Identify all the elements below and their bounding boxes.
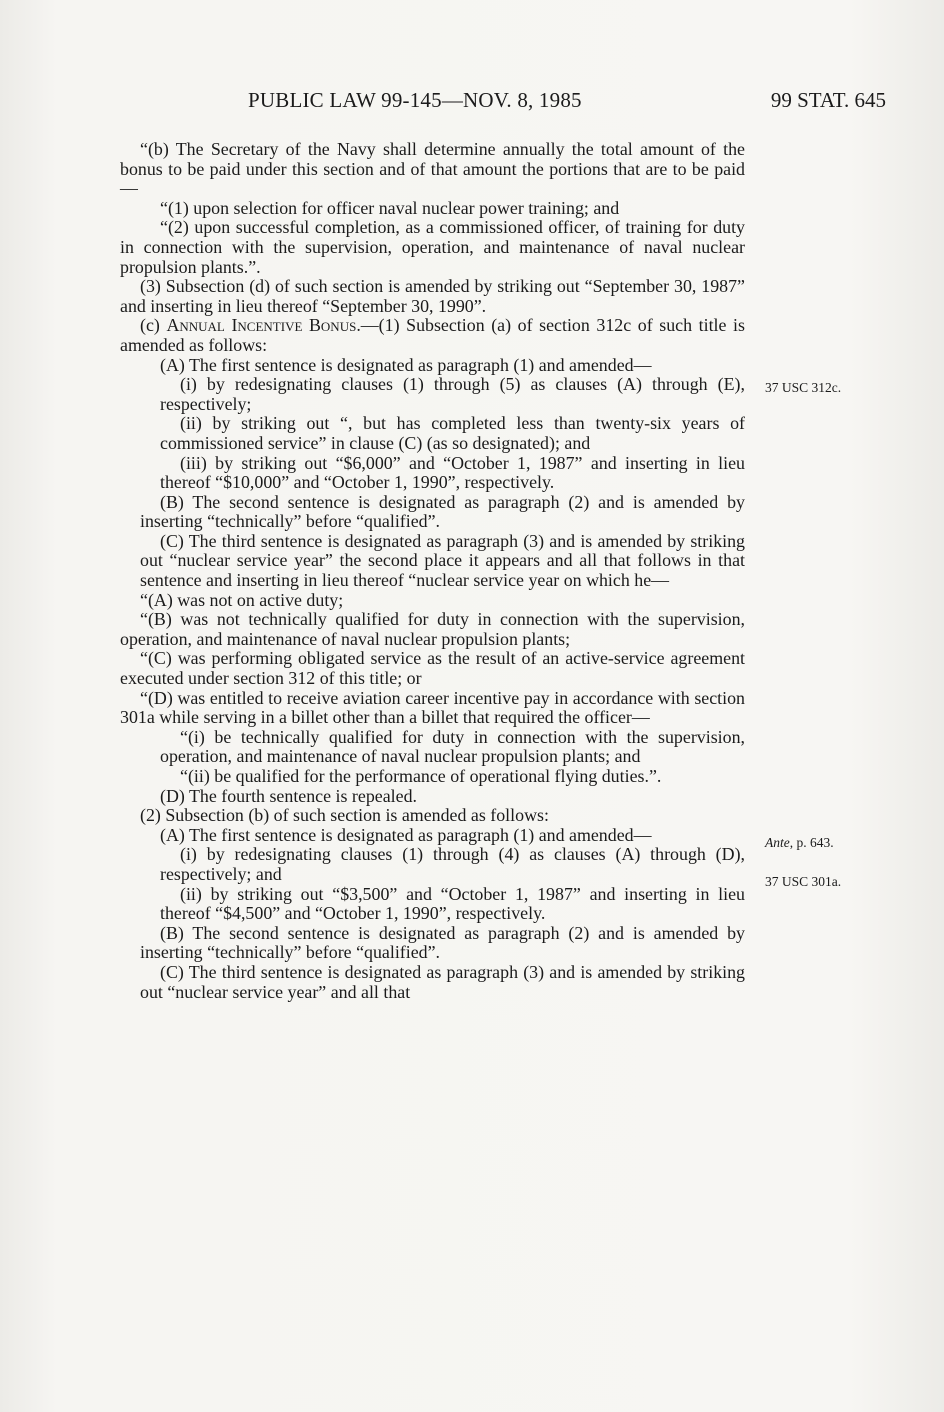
clause-ii-2: (ii) by striking out “$3,500” and “October 1, 1987” and inserting in lieu thereof “$4,500” and “October 1, 1990”, respectively. [160, 883, 745, 924]
clause-i-1: (i) by redesignating clauses (1) through (5) as clauses (A) through (E), respectively; [160, 374, 745, 414]
paragraph-a-1: (A) The first sentence is designated as paragraph (1) and amended— [160, 354, 652, 375]
clause-ii-1: (ii) by striking out “, but has completed less than twenty-six years of commissioned service” in clause (C) (as so designated); and [160, 413, 745, 453]
quoted-c: “(C) was performing obligated service as the result of an active-service agreement executed under section 312 of this title; or [120, 648, 745, 689]
quoted-d: “(D) was entitled to receive aviation career incentive pay in accordance with section 301a while serving in a billet other than a billet that required the officer— [120, 687, 745, 728]
clause-2: “(2) upon successful completion, as a commissioned officer, of training for duty in connection with the supervision, operation, and maintenance of naval nuclear propulsion plants.”. [120, 217, 745, 277]
page-header [120, 88, 890, 118]
paragraph-b: “(b) The Secretary of the Navy shall determine annually the total amount of the bonus to be paid under this section and of that amount the portions that are to be paid— [120, 139, 745, 199]
statute-citation: 99 STAT. 645 [770, 88, 886, 112]
paragraph-c-2: (C) The third sentence is designated as paragraph (3) and is amended by striking out “nuclear service year” and all that [140, 961, 745, 1002]
margin-note-301a: 37 USC 301a. [765, 874, 842, 889]
quoted-ii: “(ii) be qualified for the performance of operational flying duties.”. [180, 766, 662, 786]
subsection-c-heading: Annual Incentive Bonus [166, 315, 357, 336]
quoted-a: “(A) was not on active duty; [140, 589, 344, 610]
margin-note-ante-page: , p. 643. [789, 835, 834, 850]
paragraph-b-2: (B) The second sentence is designated as paragraph (2) and is amended by inserting “technically” before “qualified”. [140, 922, 745, 963]
margin-note-ante [765, 835, 834, 851]
clause-iii-1: (iii) by striking out “$6,000” and “October 1, 1987” and inserting in lieu thereof “$10,000” and “October 1, 1990”, respectively. [160, 452, 745, 493]
subsection-c [120, 316, 745, 355]
margin-note-312c: 37 USC 312c. [765, 380, 842, 395]
subsection-c-text: .—(1) Subsection (a) of section 312c of such title is amended as follows: [120, 315, 745, 355]
paragraph-d-1: (D) The fourth sentence is repealed. [160, 785, 417, 806]
statute-body [120, 140, 745, 1002]
paragraph-b-1: (B) The second sentence is designated as paragraph (2) and is amended by inserting “technically” before “qualified”. [140, 491, 745, 532]
clause-i-2: (i) by redesignating clauses (1) through (4) as clauses (A) through (D), respectively; and [160, 844, 745, 884]
subsection-2: (2) Subsection (b) of such section is amended as follows: [140, 805, 549, 826]
quoted-b: “(B) was not technically qualified for duty in connection with the supervision, operation, and maintenance of naval nuclear propulsion plants; [120, 609, 745, 649]
running-head: PUBLIC LAW 99-145—NOV. 8, 1985 [248, 88, 582, 112]
paragraph-c-1: (C) The third sentence is designated as paragraph (3) and is amended by striking out “nuclear service year” the second place it appears and all that follows in that sentence and inserting in lieu thereof “nuclear service year on which he— [140, 530, 745, 591]
subsection-c-prefix: (c) [140, 315, 167, 336]
margin-note-ante-italic: Ante [765, 835, 790, 850]
quoted-i: “(i) be technically qualified for duty in connection with the supervision, operation, and maintenance of naval nuclear propulsion plants; and [160, 726, 745, 767]
paragraph-a-2: (A) The first sentence is designated as paragraph (1) and amended— [160, 824, 652, 845]
clause-1: “(1) upon selection for officer naval nuclear power training; and [160, 197, 620, 218]
subsection-3: (3) Subsection (d) of such section is amended by striking out “September 30, 1987” and inserting in lieu thereof “September 30, 1990”. [120, 276, 745, 316]
